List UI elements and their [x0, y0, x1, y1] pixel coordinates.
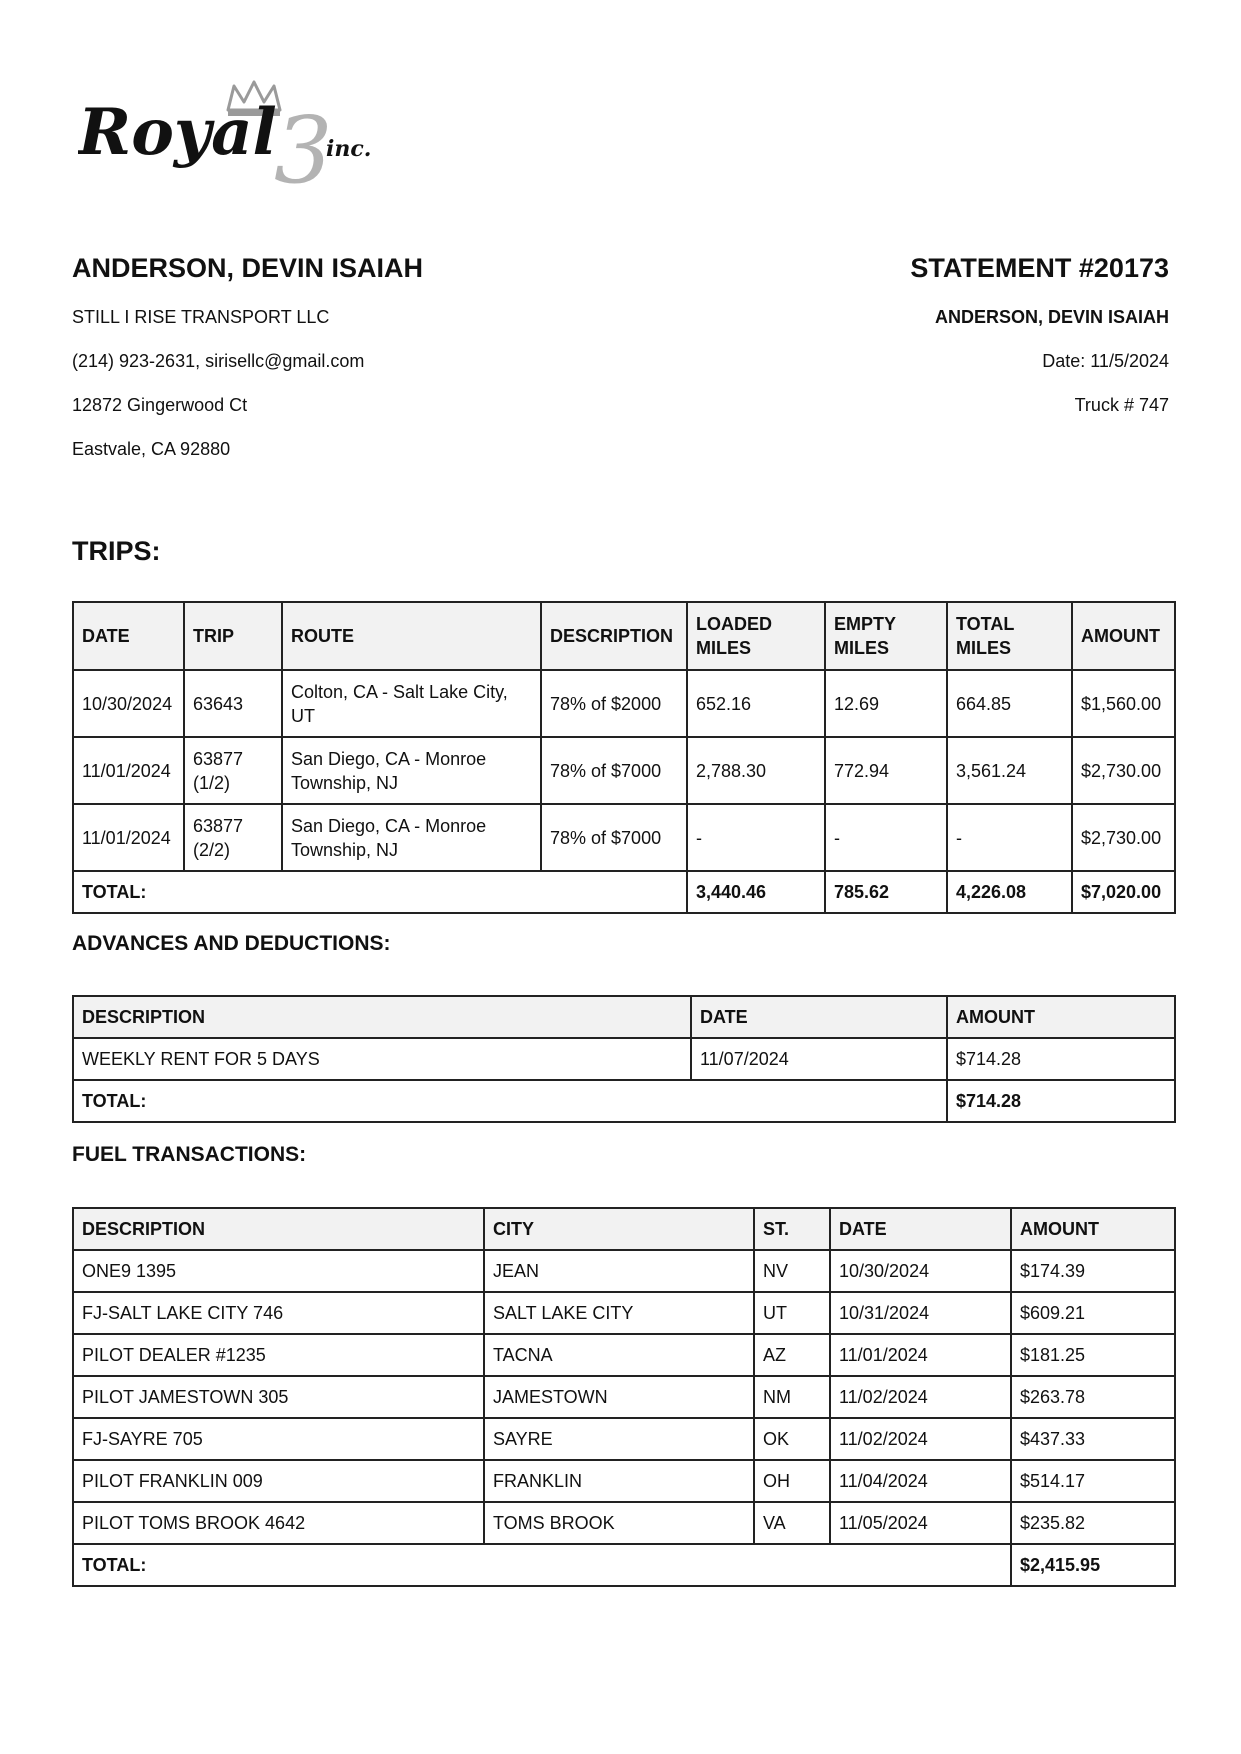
trip-amount: $1,560.00 [1072, 670, 1175, 737]
col-amount: AMOUNT [1011, 1208, 1175, 1250]
statement-date: Date: 11/5/2024 [1042, 351, 1169, 371]
company-logo [78, 78, 388, 190]
logo-digit: 3 [274, 97, 333, 190]
advance-amount: $714.28 [947, 1038, 1175, 1080]
table-row [73, 1418, 1175, 1460]
advances-total-amount: $714.28 [947, 1080, 1175, 1122]
trip-loaded-miles: - [687, 804, 825, 871]
trip-amount: $2,730.00 [1072, 737, 1175, 804]
table-row [73, 737, 1175, 804]
fuel-city: FRANKLIN [484, 1460, 754, 1502]
col-route: ROUTE [282, 602, 541, 670]
table-row [73, 1250, 1175, 1292]
advances-title: ADVANCES AND DEDUCTIONS: [72, 932, 391, 955]
trip-loaded-miles: 652.16 [687, 670, 825, 737]
fuel-date: 10/31/2024 [830, 1292, 1011, 1334]
statement-info [609, 250, 1169, 416]
fuel-amount: $437.33 [1011, 1418, 1175, 1460]
crown-logo-icon [78, 78, 388, 190]
fuel-date: 11/04/2024 [830, 1460, 1011, 1502]
fuel-state: OH [754, 1460, 830, 1502]
fuel-description: PILOT DEALER #1235 [73, 1334, 484, 1376]
trip-id: 63643 [184, 670, 282, 737]
trip-loaded-miles: 2,788.30 [687, 737, 825, 804]
statement-driver-name: ANDERSON, DEVIN ISAIAH [934, 307, 1169, 327]
table-row [73, 1038, 1175, 1080]
fuel-description: PILOT FRANKLIN 009 [73, 1460, 484, 1502]
col-total-miles: TOTAL MILES [947, 602, 1072, 670]
trip-date: 11/01/2024 [73, 737, 184, 804]
trips-table [72, 601, 1176, 914]
trip-amount: $2,730.00 [1072, 804, 1175, 871]
advance-description: WEEKLY RENT FOR 5 DAYS [73, 1038, 691, 1080]
trips-total-miles: 4,226.08 [947, 871, 1072, 913]
trips-title: TRIPS: [72, 536, 161, 566]
trips-header-row [73, 602, 1175, 670]
fuel-description: FJ-SAYRE 705 [73, 1418, 484, 1460]
trips-total-amount: $7,020.00 [1072, 871, 1175, 913]
fuel-state: VA [754, 1502, 830, 1544]
address-line1: 12872 Gingerwood Ct [72, 395, 248, 415]
driver-name: ANDERSON, DEVIN ISAIAH [72, 253, 424, 283]
col-state: ST. [754, 1208, 830, 1250]
advances-header-row [73, 996, 1175, 1038]
trip-empty-miles: 772.94 [825, 737, 947, 804]
fuel-date: 11/02/2024 [830, 1418, 1011, 1460]
fuel-title: FUEL TRANSACTIONS: [72, 1143, 307, 1166]
col-date: DATE [691, 996, 947, 1038]
table-row [73, 1502, 1175, 1544]
trips-total-row [73, 871, 1175, 913]
col-date: DATE [73, 602, 184, 670]
fuel-city: JAMESTOWN [484, 1376, 754, 1418]
table-row [73, 670, 1175, 737]
trip-id: 63877 (1/2) [184, 737, 282, 804]
col-city: CITY [484, 1208, 754, 1250]
trip-description: 78% of $2000 [541, 670, 687, 737]
trip-description: 78% of $7000 [541, 804, 687, 871]
trip-description: 78% of $7000 [541, 737, 687, 804]
fuel-description: PILOT TOMS BROOK 4642 [73, 1502, 484, 1544]
fuel-header-row [73, 1208, 1175, 1250]
fuel-state: UT [754, 1292, 830, 1334]
trip-total-miles: 664.85 [947, 670, 1072, 737]
trip-date: 11/01/2024 [73, 804, 184, 871]
contact-info: (214) 923-2631, sirisellc@gmail.com [72, 351, 365, 371]
truck-number: Truck # 747 [1074, 395, 1169, 415]
fuel-description: PILOT JAMESTOWN 305 [73, 1376, 484, 1418]
trips-total-empty: 785.62 [825, 871, 947, 913]
fuel-date: 11/02/2024 [830, 1376, 1011, 1418]
trips-total-loaded: 3,440.46 [687, 871, 825, 913]
fuel-city: SAYRE [484, 1418, 754, 1460]
table-row [73, 1376, 1175, 1418]
statement-title: STATEMENT #20173 [910, 253, 1169, 283]
col-amount: AMOUNT [1072, 602, 1175, 670]
col-description: DESCRIPTION [73, 996, 691, 1038]
trip-route: San Diego, CA - Monroe Township, NJ [282, 737, 541, 804]
trips-total-label: TOTAL: [73, 871, 687, 913]
fuel-amount: $174.39 [1011, 1250, 1175, 1292]
fuel-city: TACNA [484, 1334, 754, 1376]
company-name: STILL I RISE TRANSPORT LLC [72, 307, 330, 327]
fuel-amount: $514.17 [1011, 1460, 1175, 1502]
fuel-amount: $609.21 [1011, 1292, 1175, 1334]
logo-suffix: inc. [326, 136, 372, 162]
fuel-city: JEAN [484, 1250, 754, 1292]
trip-route: Colton, CA - Salt Lake City, UT [282, 670, 541, 737]
col-amount: AMOUNT [947, 996, 1175, 1038]
col-description: DESCRIPTION [73, 1208, 484, 1250]
fuel-amount: $263.78 [1011, 1376, 1175, 1418]
fuel-date: 10/30/2024 [830, 1250, 1011, 1292]
fuel-description: ONE9 1395 [73, 1250, 484, 1292]
trip-route: San Diego, CA - Monroe Township, NJ [282, 804, 541, 871]
fuel-total-label: TOTAL: [73, 1544, 1011, 1586]
trip-id: 63877 (2/2) [184, 804, 282, 871]
col-loaded-miles: LOADED MILES [687, 602, 825, 670]
fuel-city: SALT LAKE CITY [484, 1292, 754, 1334]
advance-date: 11/07/2024 [691, 1038, 947, 1080]
col-date: DATE [830, 1208, 1011, 1250]
col-empty-miles: EMPTY MILES [825, 602, 947, 670]
driver-info [72, 250, 632, 460]
fuel-description: FJ-SALT LAKE CITY 746 [73, 1292, 484, 1334]
fuel-state: OK [754, 1418, 830, 1460]
col-trip: TRIP [184, 602, 282, 670]
trip-empty-miles: - [825, 804, 947, 871]
trip-date: 10/30/2024 [73, 670, 184, 737]
fuel-state: NV [754, 1250, 830, 1292]
fuel-amount: $181.25 [1011, 1334, 1175, 1376]
trip-total-miles: - [947, 804, 1072, 871]
fuel-total-amount: $2,415.95 [1011, 1544, 1175, 1586]
trip-empty-miles: 12.69 [825, 670, 947, 737]
advances-table [72, 995, 1176, 1123]
fuel-city: TOMS BROOK [484, 1502, 754, 1544]
col-description: DESCRIPTION [541, 602, 687, 670]
table-row [73, 1460, 1175, 1502]
table-row [73, 1334, 1175, 1376]
fuel-date: 11/05/2024 [830, 1502, 1011, 1544]
advances-total-label: TOTAL: [73, 1080, 947, 1122]
trip-total-miles: 3,561.24 [947, 737, 1072, 804]
fuel-total-row [73, 1544, 1175, 1586]
advances-total-row [73, 1080, 1175, 1122]
fuel-date: 11/01/2024 [830, 1334, 1011, 1376]
fuel-table [72, 1207, 1176, 1587]
fuel-state: NM [754, 1376, 830, 1418]
address-line2: Eastvale, CA 92880 [72, 439, 231, 459]
fuel-amount: $235.82 [1011, 1502, 1175, 1544]
fuel-state: AZ [754, 1334, 830, 1376]
table-row [73, 804, 1175, 871]
logo-main-text: Royal [78, 95, 277, 170]
table-row [73, 1292, 1175, 1334]
